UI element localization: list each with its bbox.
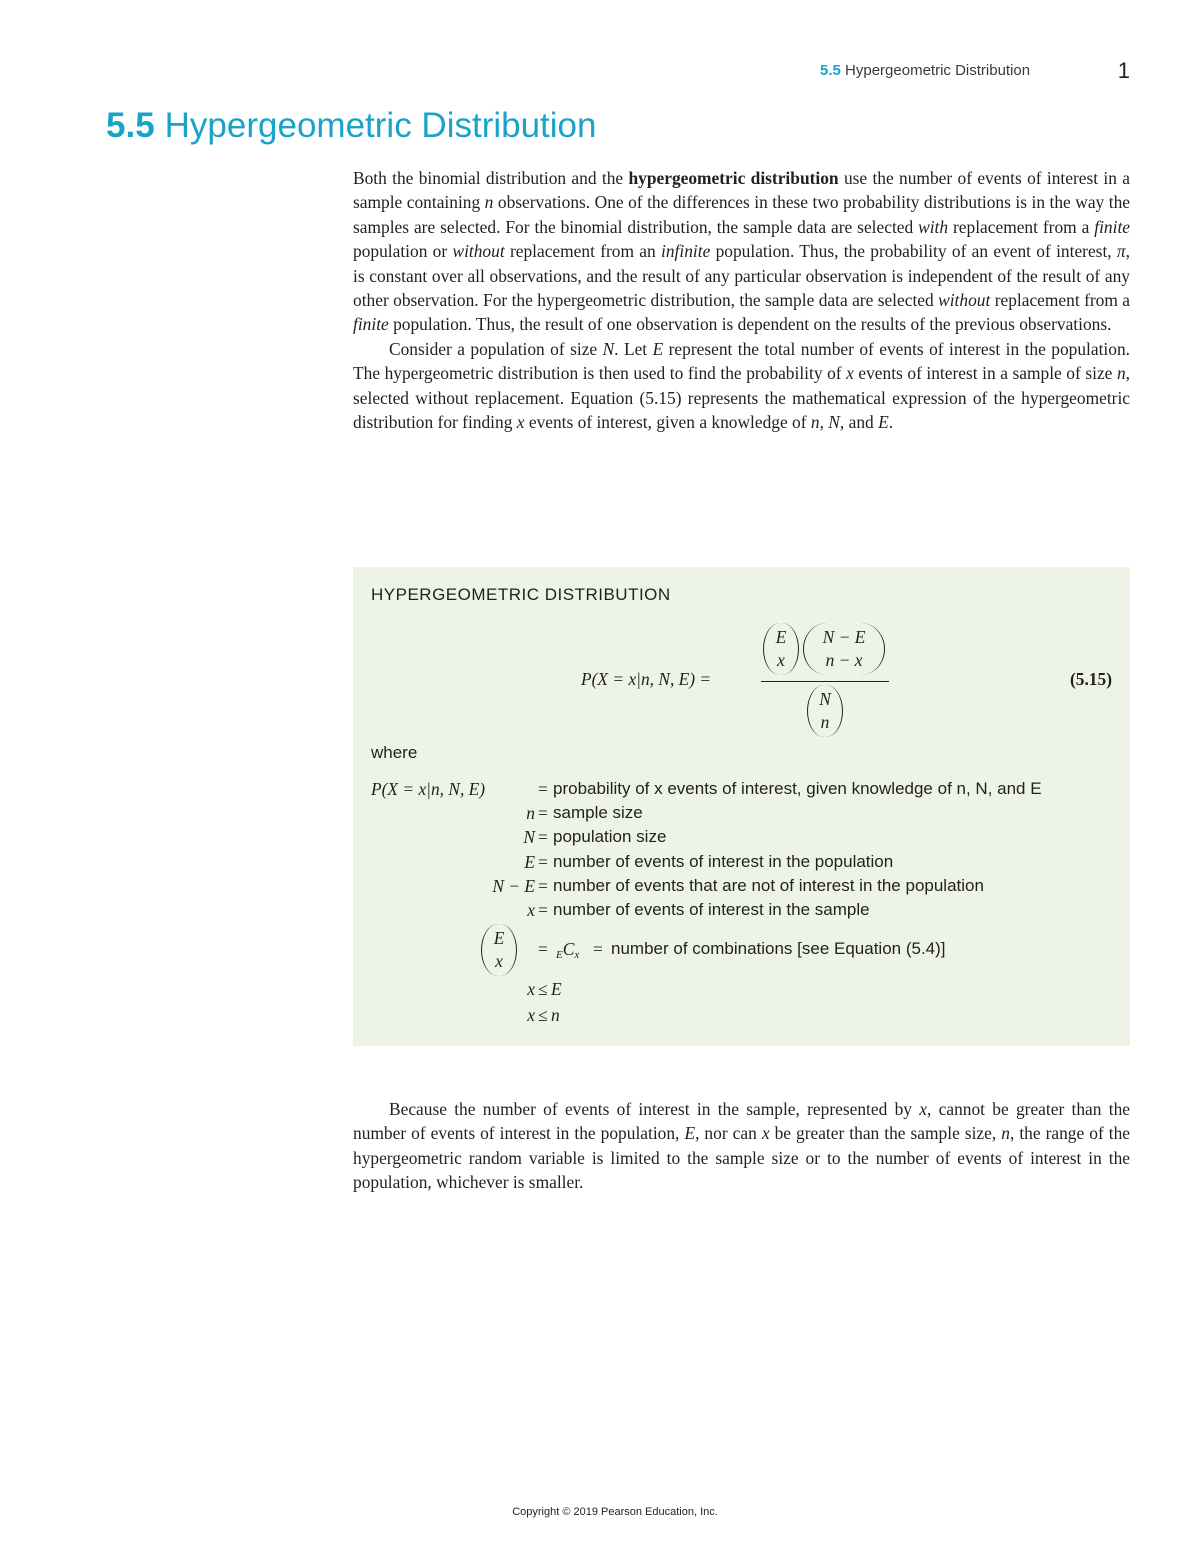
closing-text	[353, 1097, 1130, 1195]
constraint-row: x ≤ E	[527, 979, 562, 999]
intro-text	[353, 166, 1130, 434]
fraction-bar	[761, 681, 889, 682]
definition-row: P(X = x|n, N, E) = probability of x events of interest, given knowledge of n, N, and E	[371, 779, 1042, 799]
constraint-row: x ≤ n	[527, 1005, 560, 1025]
formula-box-title: HYPERGEOMETRIC DISTRIBUTION	[371, 585, 671, 604]
equation-lhs: P(X = x|n, N, E) =	[581, 669, 712, 689]
definition-row: n = sample size	[526, 803, 643, 823]
term-hypergeometric: hypergeometric distribution	[628, 168, 839, 188]
running-head-title: Hypergeometric Distribution	[845, 62, 1031, 79]
page-number: 1	[1117, 58, 1130, 83]
running-head	[820, 58, 1130, 86]
binomial-numerator-2: N − E n − x	[803, 623, 885, 675]
where-label: where	[371, 743, 418, 762]
definition-row: N = population size	[523, 827, 667, 847]
binomial-combination: E x	[481, 924, 517, 976]
combination-row: = $_EC_x$ = number of combinations [see Equation (5.4)]	[538, 939, 946, 961]
section-number: 5.5	[106, 106, 155, 145]
running-head-section-number: 5.5	[820, 62, 841, 79]
section-title	[106, 106, 596, 146]
definition-row: N − E = number of events that are not of interest in the population	[492, 876, 984, 896]
equation-number: (5.15)	[1069, 669, 1112, 689]
binomial-denominator: N n	[807, 685, 843, 737]
paragraph-1: Both the binomial distribution and the hypergeometric distribution use the number of events of interest in a sample containing n observations. One of the differences in these two probability distributions is in the way the samples are selected. For the binomial distribution, the sample data are selected with replacement from a finite population or without replacement from an infinite population. Thus, the probability of an event of interest, π, is constant over all observations, and the result of any particular observation is independent of the result of any other observation. For the hypergeometric distribution, the sample data are selected without replacement from a finite population. Thus, the result of one observation is dependent on the results of the previous observations.	[353, 168, 1131, 335]
copyright-footer: Copyright © 2019 Pearson Education, Inc.	[512, 1506, 718, 1518]
paragraph-2: Consider a population of size N. Let E represent the total number of events of interest in the population. The hypergeometric distribution is then used to find the probability of x events of interest in a sample of size n, selected without replacement. Equation (5.15) represents the mathematical expression of the hypergeometric distribution for finding x events of interest, given a knowledge of n, N, and E.	[353, 338, 1130, 433]
definition-row: x = number of events of interest in the sample	[527, 900, 870, 920]
paragraph-3: Because the number of events of interest in the sample, represented by x, cannot be greater than the number of events of interest in the population, E, nor can x be greater than the sample size, n, the range of the hypergeometric random variable is limited to the sample size or to the number of events of interest in the population, whichever is smaller.	[353, 1099, 1131, 1193]
section-title-text: Hypergeometric Distribution	[164, 106, 597, 145]
definition-row: E = number of events of interest in the population	[524, 852, 894, 872]
binomial-numerator-1: E x	[763, 623, 799, 675]
formula-box	[353, 567, 1130, 1046]
